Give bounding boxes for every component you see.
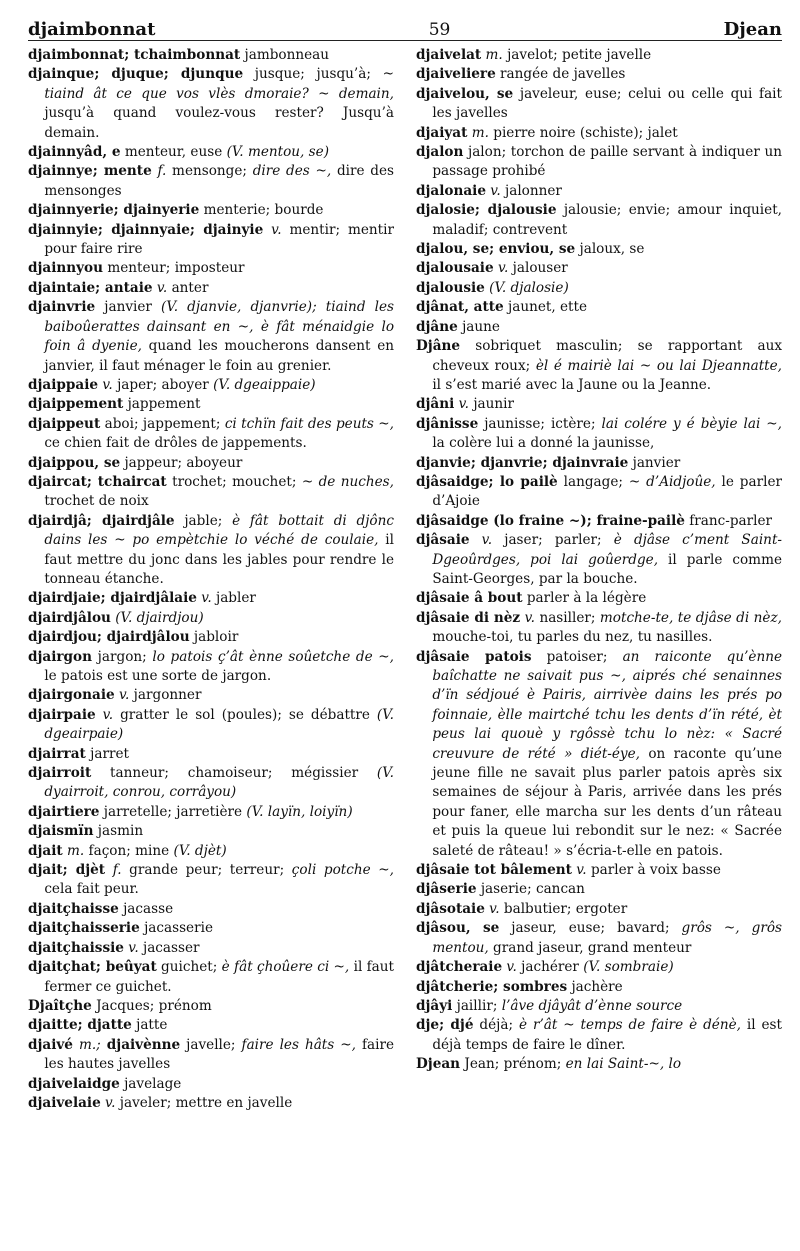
entry-definition: javelot; petite javelle — [502, 47, 652, 63]
entry-headword: djaivelou, se — [416, 85, 514, 102]
dictionary-entry — [28, 279, 394, 298]
dictionary-entry — [28, 589, 394, 608]
entry-definition: jacasse — [118, 900, 174, 917]
entry-headword: djâsaie di nèz — [416, 609, 521, 626]
dictionary-entry — [416, 182, 782, 201]
entry-definition: jatte — [131, 1017, 168, 1034]
entry-example: è djâse c’ment Saint-Dgeoûrdges, poi lai goûerdge, — [432, 532, 782, 568]
dictionary-entry — [416, 240, 782, 259]
entry-example: v. — [502, 959, 517, 976]
dictionary-entry — [28, 473, 394, 512]
entry-definition: jacasserie — [139, 920, 213, 937]
entry-definition: rangée de javelles — [495, 66, 626, 83]
entry-definition: la colère lui a donné la jaunisse, — [432, 435, 655, 452]
entry-headword: djalon — [416, 144, 464, 161]
entry-headword: dje; djé — [416, 1017, 474, 1034]
entry-headword: djalousie — [416, 279, 485, 296]
dictionary-entry — [416, 395, 782, 414]
dictionary-entry — [416, 415, 782, 454]
entry-headword: djaismïn — [28, 823, 94, 840]
entry-headword: djainque; djuque; djunque — [28, 66, 244, 83]
entry-headword: djaippaie — [28, 376, 99, 393]
dictionary-entry — [416, 337, 782, 395]
entry-headword: djalousaie — [416, 260, 494, 277]
dictionary-entry — [416, 46, 782, 65]
entry-definition: jaseur, euse; bavard; — [499, 920, 682, 937]
entry-definition: javelle; — [180, 1036, 242, 1053]
entry-example: (V. sombraie) — [583, 959, 674, 976]
entry-example: f. — [105, 862, 122, 879]
dictionary-entry — [28, 1075, 394, 1094]
entry-headword: djainnyie; djainnyaie; djainyie — [28, 221, 264, 238]
entry-headword: djâsotaie — [416, 900, 485, 917]
dictionary-entry — [28, 686, 394, 705]
dictionary-entry — [28, 803, 394, 822]
dictionary-entry — [416, 1055, 782, 1074]
entry-example: lo patois ç’ât ènne soûetche de ~, — [152, 648, 394, 665]
dictionary-entry — [416, 85, 782, 124]
entry-definition — [317, 299, 326, 315]
entry-headword: djaitçhat; beûyat — [28, 959, 157, 976]
entry-example: (V. dyairroit, conrou, corrâyou) — [44, 765, 394, 801]
right-column — [416, 46, 782, 1247]
entry-definition: mentir; mentir pour faire rire — [44, 221, 394, 258]
entry-definition: jaunisse; ictère; — [478, 415, 602, 432]
entry-example: è fât bottait di djônc dains les ~ po empètchie lo véché de coulaie, — [44, 512, 394, 549]
entry-definition: trochet; mouchet; — [166, 473, 302, 490]
entry-definition: jachère — [567, 978, 623, 995]
entry-headword: djâsou, se — [416, 920, 500, 937]
entry-definition: jaunir — [469, 396, 514, 413]
entry-definition: cela fait peur. — [44, 881, 139, 898]
dictionary-entry — [28, 143, 394, 162]
entry-example: çoli potche ~, — [291, 862, 394, 879]
entry-example: v. — [469, 532, 493, 549]
entry-definition: jambonneau — [240, 47, 330, 63]
dictionary-entry — [416, 279, 782, 298]
dictionary-entry — [28, 900, 394, 919]
dictionary-entry — [28, 1094, 394, 1113]
dictionary-entry — [28, 842, 394, 861]
dictionary-entry — [28, 376, 394, 395]
dictionary-entry — [28, 609, 394, 628]
entry-headword: djaitçhaissie — [28, 939, 124, 956]
entry-definition: jappement — [123, 396, 201, 413]
dictionary-entry — [416, 512, 782, 531]
entry-definition: jabler — [211, 590, 256, 607]
entry-headword: djait — [28, 842, 63, 859]
dictionary-entry — [28, 415, 394, 454]
entry-definition: menterie; bourde — [199, 202, 324, 219]
entry-definition: jable; — [174, 512, 233, 529]
dictionary-entry — [416, 919, 782, 958]
entry-headword: djaivé — [28, 1036, 73, 1053]
entry-headword: djairtiere — [28, 803, 100, 820]
entry-definition: patoiser; — [531, 648, 623, 665]
dictionary-entry — [416, 454, 782, 473]
entry-example: m. — [467, 124, 489, 141]
entry-example: faire les hâts ~, — [241, 1036, 356, 1053]
entry-example: en lai Saint-~, lo — [565, 1056, 682, 1073]
entry-definition: sobriquet masculin; se rapportant aux cheveux roux; — [432, 338, 782, 374]
entry-headword: djâne — [416, 318, 458, 335]
page-header — [28, 10, 782, 41]
dictionary-entry — [416, 124, 782, 143]
entry-definition: grande peur; terreur; — [121, 862, 292, 879]
entry-definition: jappeur; aboyeur — [120, 454, 243, 471]
entry-definition: jacasser — [138, 939, 200, 956]
entry-headword: djaimbonnat; tchaimbonnat — [28, 47, 241, 63]
entry-headword: djaivelat — [416, 47, 482, 63]
header-first-headword: djaimbonnat — [28, 19, 156, 40]
dictionary-entry — [28, 628, 394, 647]
dictionary-entry — [28, 259, 394, 278]
entry-example: ~ de nuches, — [301, 473, 394, 490]
entry-example: ~ tiaind ât ce que vos vlès dmoraie? ~ demain, — [44, 66, 394, 102]
entry-definition: javelage — [119, 1075, 182, 1092]
page-number: 59 — [428, 20, 451, 40]
entry-definition: parler à la légère — [522, 590, 647, 607]
entry-headword: djalonaie — [416, 182, 486, 199]
entry-definition: guichet; — [156, 959, 222, 976]
entry-headword: djaitçhaisserie — [28, 920, 140, 937]
dictionary-entry — [416, 1016, 782, 1055]
dictionary-entry — [28, 764, 394, 803]
entry-headword: djâyi — [416, 997, 453, 1014]
dictionary-entry — [416, 880, 782, 899]
entry-headword: djâsaie patois — [416, 648, 532, 665]
entry-example: lai colére y é bèyie lai ~, — [601, 415, 782, 432]
entry-headword: djaitte; djatte — [28, 1017, 132, 1034]
entry-definition: menteur, euse — [120, 144, 227, 161]
dictionary-entry — [416, 997, 782, 1016]
entry-example: grôs ~, grôs mentou, — [432, 920, 782, 956]
dictionary-entry — [28, 298, 394, 376]
entry-headword: djalosie; djalousie — [416, 202, 557, 219]
entry-definition: jabloir — [189, 629, 239, 646]
entry-definition: il faut mettre du jonc dans les jables pour rendre le tonneau étanche. — [44, 532, 394, 587]
entry-headword: djâtcherie; sombres — [416, 978, 568, 995]
entry-definition: trochet de noix — [44, 493, 149, 510]
entry-definition: il s’est marié avec la Jaune ou la Jeanne. — [432, 376, 712, 393]
entry-headword: djaivènne — [106, 1036, 181, 1053]
dictionary-entry — [416, 473, 782, 512]
entry-definition: mouche-toi, tu parles du nez, tu nasilles. — [432, 629, 713, 646]
entry-columns — [28, 46, 782, 1247]
entry-definition: anter — [167, 279, 209, 296]
entry-headword: djairgon — [28, 648, 93, 665]
entry-example: v. — [114, 687, 130, 704]
entry-headword: djaircat; tchaircat — [28, 473, 167, 490]
entry-example: v. — [152, 279, 168, 296]
entry-example: ~ d’Aidjoûe, — [628, 473, 716, 490]
entry-definition: façon; mine — [84, 842, 174, 859]
entry-headword: djâsaie — [416, 532, 470, 549]
entry-example: v. — [98, 376, 113, 393]
dictionary-entry — [416, 589, 782, 608]
entry-headword: djânisse — [416, 415, 479, 432]
entry-headword: djainnyâd, e — [28, 144, 121, 161]
entry-definition: ce chien fait de drôles de jappements. — [44, 435, 307, 452]
entry-headword: djainnye; mente — [28, 163, 152, 180]
entry-headword: djairpaie — [28, 706, 96, 723]
entry-example: (V. djalosie) — [489, 279, 569, 296]
entry-definition: dire des mensonges — [44, 163, 394, 199]
entry-definition: jusqu’à quand voulez-vous rester? Jusqu’à demain. — [44, 105, 394, 141]
entry-definition: jarretelle; jarretière — [99, 803, 247, 820]
entry-example: ci tchïn fait des peuts ~, — [224, 415, 394, 432]
entry-headword: djainnyerie; djainyerie — [28, 202, 200, 219]
entry-headword: djairdjâ; djairdjâle — [28, 512, 175, 529]
dictionary-entry — [28, 648, 394, 687]
entry-definition: menteur; imposteur — [103, 260, 245, 277]
entry-definition: jargonner — [129, 687, 202, 704]
entry-definition: jargon; — [92, 648, 153, 665]
dictionary-entry — [28, 1036, 394, 1075]
dictionary-entry — [28, 745, 394, 764]
entry-definition: janvier — [95, 299, 162, 316]
entry-definition: il faut fermer ce guichet. — [44, 959, 394, 995]
entry-example: v. — [196, 590, 212, 607]
entry-definition: jarret — [85, 745, 129, 762]
entry-definition: jalousie; envie; amour inquiet, maladif; contrevent — [432, 202, 782, 238]
entry-example: v. — [485, 182, 501, 199]
dictionary-entry — [416, 861, 782, 880]
entry-example: v. — [571, 862, 587, 879]
entry-headword: djâtcheraie — [416, 959, 503, 976]
entry-headword: djainvrie — [28, 299, 96, 316]
entry-headword: djaippement — [28, 396, 124, 413]
entry-definition: faire les hautes javelles — [44, 1036, 394, 1073]
entry-definition: Jacques; prénom — [91, 997, 212, 1014]
entry-definition: jaune — [457, 318, 500, 335]
dictionary-entry — [416, 298, 782, 317]
dictionary-entry — [28, 939, 394, 958]
entry-example: motche-te, te djâse di nèz, — [599, 609, 782, 626]
entry-definition: javeleur, euse; celui ou celle qui fait les javelles — [432, 85, 782, 122]
entry-definition: jusque; jusqu’à; — [243, 66, 383, 83]
dictionary-entry — [28, 919, 394, 938]
entry-definition: jaillir; — [452, 997, 502, 1014]
dictionary-entry — [416, 143, 782, 182]
entry-example: (V. djèt) — [173, 842, 227, 859]
entry-headword: Djâne — [416, 338, 461, 355]
entry-headword: djaippou, se — [28, 454, 121, 471]
dictionary-entry — [28, 221, 394, 260]
entry-definition: tanneur; chamoiseur; mégissier — [91, 765, 377, 782]
dictionary-entry — [28, 162, 394, 201]
entry-headword: djaippeut — [28, 415, 101, 432]
entry-example: v. — [123, 939, 139, 956]
entry-definition: jaloux, se — [575, 241, 645, 258]
entry-example: (V. dgeairpaie) — [44, 706, 394, 743]
entry-definition: aboi; jappement; — [100, 415, 225, 432]
entry-headword: djaitçhaisse — [28, 900, 119, 917]
entry-example: f. — [151, 163, 167, 180]
entry-example: (V. djanvie, djanvrie); — [161, 299, 317, 316]
entry-example: v. — [520, 609, 535, 626]
entry-example: (V. layïn, loiyïn) — [246, 803, 353, 820]
entry-definition: parler à voix basse — [586, 862, 721, 879]
entry-headword: djâsaidge (lo fraine ~); fraine-pailè — [416, 512, 685, 529]
entry-definition: jasmin — [93, 823, 144, 840]
entry-definition: balbutier; ergoter — [499, 900, 628, 917]
entry-example: an raiconte qu’ènne baîchatte ne saivait pus ~, aiprés ché senainnes d’ïn sédjoué è Pairis, airrivèe dains les prés po foinnaie, èlle mairtché tchu les dents d’ïn rété, èt peus lai quouè y rgôssè tchu lo nèz: « Sacré creuvure de rété » diét-éye, — [432, 648, 782, 762]
entry-example: è fât çhoûere ci ~, — [221, 959, 350, 976]
entry-headword: Djean — [416, 1056, 461, 1073]
entry-headword: djâsaidge; lo pailè — [416, 473, 558, 490]
dictionary-entry — [416, 201, 782, 240]
entry-example: v. — [493, 260, 509, 277]
entry-headword: djâsaie tot bâlement — [416, 862, 572, 879]
entry-definition: quand les moucherons dansent en janvier, il faut ménager le foin au grenier. — [44, 338, 394, 374]
entry-definition: jalon; torchon de paille servant à indiquer un passage prohibé — [432, 144, 782, 180]
header-last-headword: Djean — [723, 19, 782, 40]
entry-example: èl é mairiè lai ~ ou lai Djeannatte, — [535, 357, 782, 374]
entry-definition: langage; — [557, 473, 629, 490]
entry-example: tiaind les baiboûerattes dainsant en ~, è fât ménaidgie lo foin â dyenie, — [44, 299, 394, 355]
entry-definition: jalonner — [500, 182, 562, 199]
entry-example: v. — [100, 1094, 116, 1111]
dictionary-entry — [416, 900, 782, 919]
entry-definition: grand jaseur, grand menteur — [488, 939, 692, 956]
entry-definition: jaunet, ette — [503, 299, 588, 316]
dictionary-entry — [416, 318, 782, 337]
entry-headword: djânat, atte — [416, 299, 504, 316]
entry-example: m. — [62, 842, 85, 859]
entry-example: m. — [481, 47, 503, 63]
entry-headword: djait; djèt — [28, 862, 106, 879]
entry-definition: javeler; mettre en javelle — [115, 1094, 293, 1111]
entry-headword: djairgonaie — [28, 687, 115, 704]
dictionary-entry — [416, 531, 782, 589]
entry-definition: on raconte qu’une jeune fille ne savait plus parler patois après six semaines de séjour à Paris, arrivée dans les prés pour faner, elle marcha sur les dents d’un râteau et puis la queue lui rebondit sur le nez: « Sacrée saleté de râteau! » s’écria-t-elle en patois. — [432, 745, 782, 859]
dictionary-entry — [416, 648, 782, 861]
entry-definition: jalouser — [508, 260, 568, 277]
entry-definition: franc-parler — [684, 512, 773, 529]
dictionary-entry — [28, 46, 394, 65]
entry-example: m.; — [72, 1036, 101, 1053]
dictionary-entry — [416, 978, 782, 997]
entry-definition: déjà; — [473, 1017, 519, 1034]
dictionary-entry — [28, 1016, 394, 1035]
entry-headword: djâsaie â bout — [416, 590, 523, 607]
entry-definition: nasiller; — [535, 609, 600, 626]
entry-headword: djainnyou — [28, 260, 104, 277]
entry-example: v. — [263, 221, 282, 238]
entry-example: l’âve djâyât d’ènne source — [501, 997, 683, 1014]
entry-headword: djaivelaie — [28, 1094, 101, 1111]
entry-headword: djairrat — [28, 745, 86, 762]
entry-headword: djaintaie; antaie — [28, 279, 153, 296]
entry-example: v. — [484, 900, 500, 917]
dictionary-entry — [416, 609, 782, 648]
entry-definition: le parler d’Ajoie — [432, 473, 782, 510]
dictionary-entry — [28, 958, 394, 997]
entry-example: (V. djairdjou) — [115, 609, 204, 626]
entry-definition: gratter le sol (poules); se débattre — [113, 706, 377, 723]
entry-headword: djalou, se; enviou, se — [416, 241, 576, 258]
entry-example: (V. mentou, se) — [226, 144, 330, 161]
left-column — [28, 46, 394, 1247]
dictionary-entry — [416, 958, 782, 977]
entry-headword: djairroit — [28, 765, 92, 782]
entry-definition: il parle comme Saint-Georges, par la bouche. — [432, 551, 782, 587]
dictionary-entry — [416, 259, 782, 278]
entry-definition: mensonge; — [166, 163, 253, 180]
dictionary-entry — [28, 997, 394, 1016]
entry-definition: Jean; prénom; — [460, 1056, 566, 1073]
dictionary-entry — [28, 822, 394, 841]
dictionary-entry — [28, 454, 394, 473]
dictionary-entry — [28, 201, 394, 220]
entry-definition: pierre noire (schiste); jalet — [488, 124, 678, 141]
dictionary-entry — [28, 512, 394, 590]
entry-headword: Djaîtçhe — [28, 997, 92, 1014]
entry-definition: jaserie; cancan — [476, 881, 585, 898]
entry-headword: djaivelaidge — [28, 1075, 120, 1092]
entry-headword: djâni — [416, 396, 455, 413]
entry-example: dire des ~, — [252, 163, 332, 180]
entry-definition: jaser; parler; — [492, 532, 614, 549]
entry-definition: janvier — [628, 454, 681, 471]
dictionary-entry — [28, 706, 394, 745]
entry-definition: le patois est une sorte de jargon. — [44, 668, 272, 684]
dictionary-entry — [28, 861, 394, 900]
entry-example: v. — [95, 706, 114, 723]
entry-headword: djâserie — [416, 881, 477, 898]
entry-headword: djanvie; djanvrie; djainvraie — [416, 454, 629, 471]
entry-headword: djaiveliere — [416, 66, 496, 83]
entry-definition: japer; aboyer — [112, 376, 214, 393]
entry-headword: djaiyat — [416, 124, 468, 141]
dictionary-entry — [416, 65, 782, 84]
entry-example: è r’ât ~ temps de faire è dénè, — [518, 1017, 741, 1034]
dictionary-entry — [28, 395, 394, 414]
entry-example: v. — [454, 396, 469, 413]
entry-headword: djairdjâlou — [28, 609, 111, 626]
entry-headword: djairdjou; djairdjâlou — [28, 629, 190, 646]
dictionary-entry — [28, 65, 394, 143]
entry-headword: djairdjaie; djairdjâlaie — [28, 590, 197, 607]
entry-example: (V. dgeaippaie) — [213, 376, 316, 393]
entry-definition: jachérer — [516, 959, 584, 976]
entry-definition: il est déjà temps de faire le dîner. — [432, 1017, 782, 1053]
